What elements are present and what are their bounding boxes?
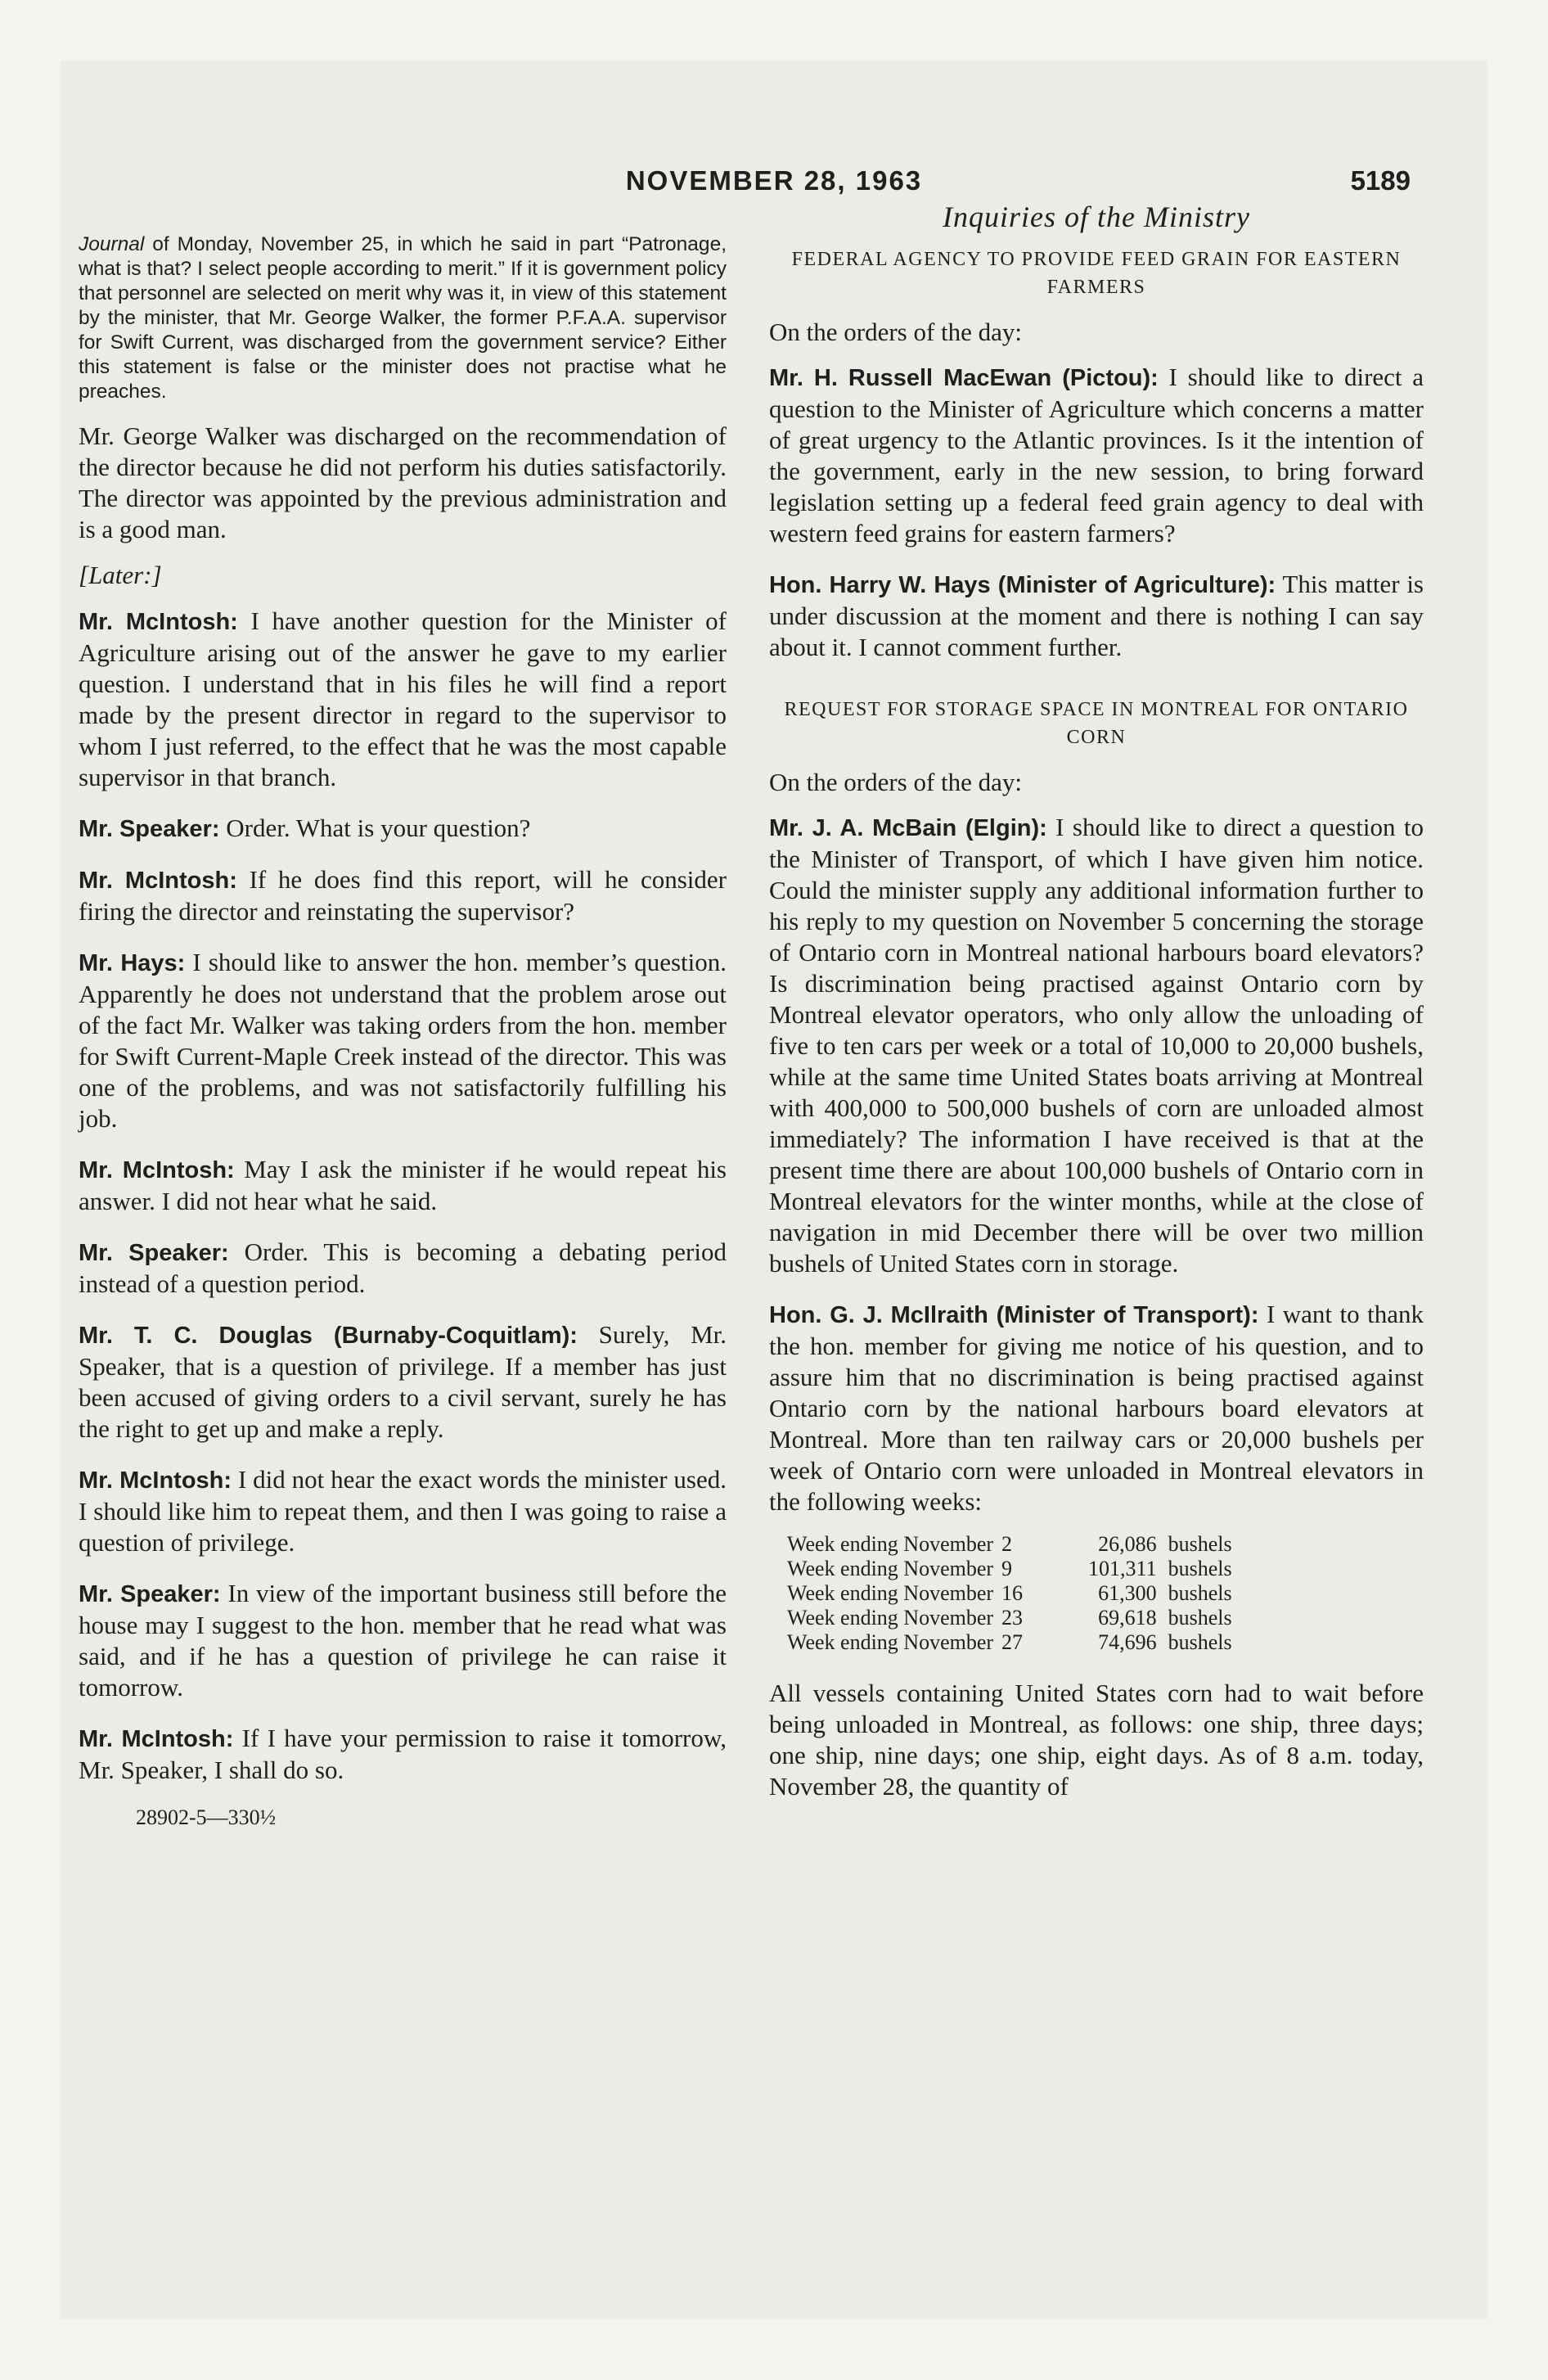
left-column (79, 232, 727, 1830)
section-heading: FEDERAL AGENCY TO PROVIDE FEED GRAIN FOR EASTERN FARMERS (791, 249, 1402, 298)
weekly-unloading-table (787, 1532, 1240, 1655)
quoted-question (79, 232, 727, 404)
table-row (787, 1532, 1240, 1557)
speaker-name: Mr. T. C. Douglas (Burnaby-Coquitlam): (79, 1323, 578, 1349)
speech-paragraph (769, 569, 1424, 663)
right-column (769, 200, 1424, 1817)
speech-paragraph (79, 864, 727, 927)
week-label: Week ending November (787, 1606, 994, 1629)
speaker-name: Mr. McIntosh: (79, 1157, 235, 1183)
bushels-value: 74,696 (1098, 1630, 1157, 1654)
bushels-unit: bushels (1168, 1581, 1232, 1605)
speaker-name: Mr. McIntosh: (79, 868, 237, 894)
week-label: Week ending November (787, 1630, 994, 1654)
week-day: 27 (1001, 1630, 1024, 1654)
bushels-value: 61,300 (1098, 1581, 1157, 1605)
week-day: 23 (1001, 1606, 1024, 1629)
bushels-value: 101,311 (1088, 1557, 1157, 1580)
speech-paragraph (79, 1237, 727, 1300)
table-row (787, 1581, 1240, 1606)
speech-paragraph (79, 1154, 727, 1217)
speaker-name: Mr. McIntosh: (79, 1467, 232, 1494)
header-date: NOVEMBER 28, 1963 (625, 165, 923, 196)
speaker-name: Mr. H. Russell MacEwan (Pictou): (769, 365, 1159, 391)
speech-paragraph (769, 362, 1424, 549)
orders-of-day: On the orders of the day: (769, 768, 1023, 796)
speech-paragraph (79, 1723, 727, 1786)
answer-paragraph: Mr. George Walker was discharged on the recommendation of the director because he did not perform his duties satisfactorily. The director was appointed by the previous administration and is a good man. (79, 421, 727, 543)
week-day: 9 (1001, 1557, 1013, 1580)
speaker-name: Mr. Speaker: (79, 1240, 229, 1266)
orders-of-day: On the orders of the day: (769, 318, 1023, 346)
speech-text: I should like to answer the hon. member’s question. Apparently he does not understand that the problem arose out of the fact Mr. Walker was taking orders from the hon. member for Swift Current-Maple Creek instead of the director. This was one of the problems, and was not satisfactorily fulfilling his job. (79, 948, 727, 1133)
speech-paragraph (79, 1319, 727, 1445)
speech-text: Order. This is becoming a debating period instead of a question period. (79, 1237, 727, 1298)
journal-word: Journal (79, 233, 145, 255)
week-label: Week ending November (787, 1532, 994, 1556)
table-row (787, 1606, 1240, 1630)
quoted-question-text: of Monday, November 25, in which he said in part “Patronage, what is that? I select people according to merit.” If it is government policy that personnel are selected on merit why was it, in view of this statement by the minister, that Mr. George Walker, the former P.F.A.A. supervisor for Swift Current, was discharged from the government service? Either this statement is false or the minister does not practise what he preaches. (79, 233, 727, 403)
bushels-value: 26,086 (1098, 1532, 1157, 1556)
running-head: Inquiries of the Ministry (943, 201, 1250, 233)
print-footnote: 28902-5—330½ (136, 1805, 277, 1829)
speaker-name: Mr. McIntosh: (79, 1726, 234, 1752)
speaker-name: Mr. J. A. McBain (Elgin): (769, 815, 1047, 841)
speech-text: I have another question for the Minister of Agriculture arising out of the answer he gave to my earlier question. I understand that in his files he will find a report made by the present director in regard to the supervisor to whom I just referred, to the effect that he was the most capable supervisor in that branch. (79, 606, 727, 791)
speaker-name: Mr. Speaker: (79, 816, 220, 842)
speech-text: Surely, Mr. Speaker, that is a question of privilege. If a member has just been accused of giving orders to a civil servant, surely he has the right to get up and make a reply. (79, 1320, 727, 1443)
speech-text: Order. What is your question? (219, 814, 531, 842)
bushels-unit: bushels (1168, 1630, 1232, 1654)
speech-paragraph (79, 1464, 727, 1558)
closing-paragraph: All vessels containing United States corn had to wait before being unloaded in Montreal, as follows: one ship, three days; one ship, nine days; one ship, eight days. As of 8 a.m. today, November 28, the quantity of (769, 1679, 1424, 1801)
speaker-name: Mr. Speaker: (79, 1581, 221, 1607)
section-heading: REQUEST FOR STORAGE SPACE IN MONTREAL FOR ONTARIO CORN (784, 699, 1409, 748)
bushels-unit: bushels (1168, 1532, 1232, 1556)
speech-text: In view of the important business still before the house may I suggest to the hon. member that he read what was said, and if he has a question of privilege he can raise it tomorrow. (79, 1579, 727, 1702)
speech-text: I did not hear the exact words the minister used. I should like him to repeat them, and then I was going to raise a question of privilege. (79, 1465, 727, 1557)
page-number: 5189 (1350, 165, 1411, 196)
week-day: 16 (1001, 1581, 1024, 1605)
bushels-value: 69,618 (1098, 1606, 1157, 1629)
speech-text: May I ask the minister if he would repeat his answer. I did not hear what he said. (79, 1155, 727, 1215)
week-day: 2 (1001, 1532, 1013, 1556)
speaker-name: Mr. McIntosh: (79, 609, 238, 635)
speech-paragraph (769, 1299, 1424, 1517)
speech-paragraph (79, 1578, 727, 1703)
speech-paragraph (79, 813, 727, 845)
speaker-name: Hon. G. J. McIlraith (Minister of Transport): (769, 1302, 1259, 1328)
speech-paragraph (79, 606, 727, 793)
speech-text: This matter is under discussion at the moment and there is nothing I can say about it. I cannot comment further. (769, 570, 1424, 661)
bushels-unit: bushels (1168, 1606, 1232, 1629)
speech-paragraph (769, 812, 1424, 1279)
week-label: Week ending November (787, 1557, 994, 1580)
table-row (787, 1557, 1240, 1581)
table-row (787, 1630, 1240, 1655)
speaker-name: Hon. Harry W. Hays (Minister of Agriculture): (769, 572, 1276, 598)
speech-paragraph (79, 947, 727, 1134)
later-marker: [Later:] (79, 561, 162, 589)
speech-text: If he does find this report, will he consider firing the director and reinstating the supervisor? (79, 865, 727, 926)
speech-text: I want to thank the hon. member for giving me notice of his question, and to assure him that no discrimination is being practised against Ontario corn by the national harbours board elevators at Montreal. More than ten railway cars or 20,000 bushels per week of Ontario corn were unloaded in Montreal elevators in the following weeks: (769, 1300, 1424, 1516)
bushels-unit: bushels (1168, 1557, 1232, 1580)
page-sheet (61, 61, 1487, 2319)
speech-text: If I have your permission to raise it tomorrow, Mr. Speaker, I shall do so. (79, 1724, 727, 1784)
week-label: Week ending November (787, 1581, 994, 1605)
speaker-name: Mr. Hays: (79, 950, 186, 976)
speech-text: I should like to direct a question to the Minister of Agriculture which concerns a matter of great urgency to the Atlantic provinces. Is it the intention of the government, early in the new session, to bring forward legislation setting up a federal feed grain agency to deal with western feed grains for eastern farmers? (769, 363, 1424, 548)
speech-text: I should like to direct a question to the Minister of Transport, of which I have given him notice. Could the minister supply any additional information further to his reply to my question on November 5 concerning the storage of Ontario corn in Montreal national harbours board elevators? Is discrimination being practised against Ontario corn by Montreal elevator operators, who only allow the unloading of five to ten cars per week or a total of 10,000 to 20,000 bushels, while at the same time United States boats arriving at Montreal with 400,000 to 500,000 bushels of corn are unloaded almost immediately? The information I have received is that at the present time there are about 100,000 bushels of Ontario corn in Montreal elevators for the winter months, while at the close of navigation in mid December there will be over two million bushels of United States corn in storage. (769, 813, 1424, 1278)
